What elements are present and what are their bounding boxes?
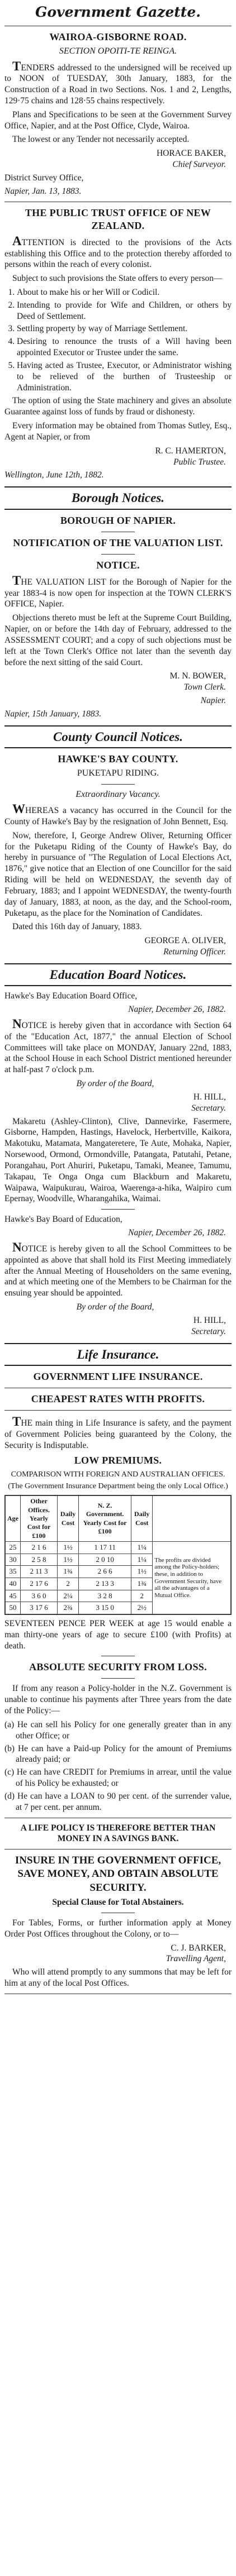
trust-signatory: R. C. HAMERTON,	[155, 446, 226, 456]
table-cell: 2	[58, 1578, 79, 1590]
table-cell: 2¼	[58, 1590, 79, 1602]
education-date-2: Napier, December 26, 1882.	[128, 1228, 226, 1238]
table-cell: 2 6 6	[79, 1566, 131, 1578]
life-signatory: C. J. BARKER,	[171, 1943, 226, 1953]
education-by-order-2: By order of the Board,	[76, 1302, 154, 1312]
table-cell: 35	[6, 1566, 21, 1578]
table-row	[6, 1542, 231, 1554]
borough-place: Napier.	[200, 696, 226, 706]
divider	[101, 1209, 135, 1210]
trust-subject: Subject to such provisions the State offers to every person—	[12, 274, 223, 284]
county-signatory-title: Returning Officer.	[163, 947, 226, 957]
education-notice-1: NOTICE is hereby given that in accordance with Section 64 of the "Education Act, 1877," the annual Election of School Committees will take place on MONDAY, January 22nd, 1883, at the School House in each School District mentioned hereunder at half-past 7 o'clock p.m.	[4, 1016, 232, 1075]
trust-intro: ATTENTION is directed to the provisions of the Acts establishing this Office and to the protection thereby afforded to persons within the reach of every colonist.	[4, 233, 232, 270]
life-body-1: THE main thing in Life Insurance is safety, and the payment of Government Policies being guaranteed by the Colony, the Security is Indisputable.	[4, 1414, 232, 1450]
divider	[101, 554, 135, 555]
table-cell: 3 17 6	[21, 1602, 58, 1614]
education-band: Education Board Notices.	[4, 963, 232, 986]
table-cell: 1½	[131, 1566, 153, 1578]
life-subtitle: CHEAPEST RATES WITH PROFITS.	[31, 1393, 205, 1404]
education-board-line: Hawke's Bay Education Board Office,	[4, 991, 138, 1001]
table-cell: 2½	[131, 1602, 153, 1614]
education-signatory-2-title: Secretary.	[191, 1326, 226, 1336]
life-signatory-title: Travelling Agent,	[166, 1954, 226, 1964]
gazette-signatory-title: Chief Surveyor.	[172, 160, 226, 170]
borough-title: BOROUGH OF NAPIER.	[60, 514, 176, 526]
table-cell: 40	[6, 1578, 21, 1590]
table-cell: 1¼	[131, 1554, 153, 1566]
life-agent-note: Who will attend promptly to any summons that may be left for him at any of the local Post Offices.	[4, 1967, 232, 1989]
education-signatory-1-title: Secretary.	[191, 1103, 226, 1113]
county-dated: Dated this 16th day of January, 1883.	[12, 922, 142, 932]
divider	[101, 784, 135, 785]
table-cell: 3 2 8	[79, 1590, 131, 1602]
table-cell: 2 0 10	[79, 1554, 131, 1566]
table-cell: 2 1 6	[21, 1542, 58, 1554]
table-cell: 2 5 8	[21, 1554, 58, 1566]
life-special: Special Clause for Total Abstainers.	[52, 1898, 184, 1908]
list-item: (c) He can have CREDIT for Premiums in arrear, until the value of his Policy be exhausted; or	[4, 1767, 232, 1789]
life-seventeen: SEVENTEEN PENCE PER WEEK at age 15 would enable a man thirty-one years of age to secure £100 (with Profits) at death.	[4, 1618, 232, 1651]
table-cell: 45	[6, 1590, 21, 1602]
borough-body-1: THE VALUATION LIST for the Borough of Napier for the year 1883-4 is now open for inspection at the TOWN CLERK'S OFFICE, Napier.	[4, 573, 232, 609]
county-signatory: GEORGE A. OLIVER,	[144, 936, 226, 946]
education-signatory-1: H. HILL,	[193, 1092, 226, 1102]
table-cell: 30	[6, 1554, 21, 1566]
table-cell: 1 17 11	[79, 1542, 131, 1554]
trust-date: Wellington, June 12th, 1882.	[4, 470, 104, 480]
list-item: 4. Desiring to renounce the trusts of a Will having been appointed Executor or Trustee under the same.	[17, 336, 232, 359]
borough-date: Napier, 15th January, 1883.	[4, 709, 102, 719]
life-band: Life Insurance.	[4, 1343, 232, 1366]
table-header: Daily Cost	[58, 1496, 79, 1542]
table-header: Daily Cost	[131, 1496, 153, 1542]
list-item: (d) He can have a LOAN to 90 per cent. of the surrender value, at 7 per cent. per annum.	[4, 1791, 232, 1812]
life-comparison: COMPARISON WITH FOREIGN AND AUSTRALIAN OFFICES.	[11, 1470, 225, 1479]
borough-body-2: Objections thereto must be left at the Supreme Court Building, Napier, on or before the 14th day of February, addressed to the ASSESSMENT COURT; and a copy of such objections must be left at the Town Clerk's Office not later than the seventh day before the next sitting of the said Court.	[4, 613, 232, 667]
life-insure: INSURE IN THE GOVERNMENT OFFICE, SAVE MONEY, AND OBTAIN ABSOLUTE SECURITY.	[15, 1855, 221, 1894]
trust-information: Every information may be obtained from Thomas Sutley, Esq., Agent at Napier, or from	[4, 421, 232, 442]
table-header: Other Offices. Yearly Cost for £100	[21, 1496, 58, 1542]
county-vacancy: Extraordinary Vacancy.	[75, 789, 161, 799]
life-policy-line: A LIFE POLICY IS THEREFORE BETTER THAN MONEY IN A SAVINGS BANK.	[20, 1823, 216, 1844]
table-note-header	[153, 1496, 231, 1542]
table-cell: 3 15 0	[79, 1602, 131, 1614]
trust-closing: The option of using the State machinery and gives an absolute Guarantee against loss of funds by fraud or dishonesty.	[4, 396, 232, 417]
education-date-1: Napier, December 26, 1882.	[128, 1005, 226, 1015]
life-if-from: If from any reason a Policy-holder in the N.Z. Government is unable to continue his payments after Three years from the date of the Policy:—	[4, 1684, 232, 1716]
table-cell: 1½	[58, 1554, 79, 1566]
premium-table	[4, 1495, 232, 1615]
table-cell: 2 13 3	[79, 1578, 131, 1590]
table-cell: 2	[131, 1590, 153, 1602]
plans-body: Plans and Specifications to be seen at the Government Survey Office, Napier, and at the Post Office, Clyde, Wairoa.	[4, 109, 232, 131]
borough-notice-label: NOTICE.	[96, 559, 140, 571]
education-signatory-2: H. HILL,	[193, 1315, 226, 1325]
county-body-2: Now, therefore, I, George Andrew Oliver, Returning Officer for the Puketapu Riding of the County of Hawke's Bay, do hereby in pursuance of "The Regulation of Local Elections Act, 1876," give notice that an Election of one Councillor for the said Riding will be held on WEDNESDAY, the seventh day of February, 1883; and I appoint WEDNESDAY, the twenty-fourth day of January, 1883, at noon, as the day, and the School-room, Puketapu, as the place for the Nomination of Candidates.	[4, 830, 232, 918]
trust-signatory-title: Public Trustee.	[173, 457, 226, 467]
table-cell: 1¼	[131, 1542, 153, 1554]
table-header: N. Z. Government. Yearly Cost for £100	[79, 1496, 131, 1542]
lowest-tender: The lowest or any Tender not necessarily accepted.	[12, 135, 190, 145]
county-title: HAWKE'S BAY COUNTY.	[58, 753, 178, 765]
life-tables: For Tables, Forms, or further information apply at Money Order Post Offices throughout the Colony, or to—	[4, 1918, 232, 1939]
life-title: GOVERNMENT LIFE INSURANCE.	[33, 1370, 203, 1382]
divider	[101, 1678, 135, 1679]
education-districts: Makaretu (Ashley-Clinton), Clive, Dannevirke, Fasermere, Gisborne, Hampden, Hastings, Havelock, Herbertville, Kaikora, Makotuku, Matamata, Mangateretere, Te Aute, Mohaka, Napier, Norsewood, Ormond, Ormondville, Patangata, Patutahi, Petane, Porangahau, Port Ahuriri, Puketapu, Tamaki, Meanee, Tamumu, Takapau, Te Onga Onga cum Blackburn and Makaretu, Waipawa, Waipukurau, Wairoa, Waerenga-a-hika, Waipiro cum Epernay, Woodville, Wharangahika, Waimai.	[4, 1116, 232, 1204]
table-cell: 50	[6, 1602, 21, 1614]
county-body-1: WHEREAS a vacancy has occurred in the Council for the County of Hawke's Bay by the resignation of John Bennett, Esq.	[4, 802, 232, 826]
trust-list	[17, 287, 232, 393]
table-header: Age	[6, 1496, 21, 1542]
road-subtitle: SECTION OPOITI-TE REINGA.	[59, 46, 177, 56]
tender-body: TENDERS addressed to the undersigned will be received up to NOON of TUESDAY, 30th January, 1883, for the Construction of a Road in two Sections. Nos. 1 and 2, Lengths, 129·75 chains and 128·55 chains respectively.	[4, 59, 232, 106]
education-board-line-2: Hawke's Bay Board of Education,	[4, 1215, 122, 1225]
table-cell: 1¾	[58, 1566, 79, 1578]
county-band: County Council Notices.	[4, 725, 232, 748]
gazette-date: Napier, Jan. 13, 1883.	[4, 186, 82, 196]
borough-signatory-title: Town Clerk.	[183, 682, 226, 692]
trust-title: THE PUBLIC TRUST OFFICE OF NEW ZEALAND.	[25, 207, 211, 231]
table-cell: 2 11 3	[21, 1566, 58, 1578]
gazette-signatory: HORACE BAKER,	[156, 149, 226, 159]
borough-signatory: M. N. BOWER,	[169, 671, 226, 681]
education-notice-2: NOTICE is hereby given to all the School Committees to be appointed as above that shall hold its First Meeting immediately after the Annual Meeting of Householders on the same evening, and at which meeting one of the Members to be Chairman for the ensuing year should be appointed.	[4, 1240, 232, 1298]
table-cell: 2 17 6	[21, 1578, 58, 1590]
table-cell: 3 6 0	[21, 1590, 58, 1602]
gazette-masthead: Government Gazette.	[35, 4, 201, 20]
list-item: 1. About to make his or her Will or Codicil.	[17, 287, 232, 298]
road-title: WAIROA-GISBORNE ROAD.	[49, 31, 187, 42]
table-cell: 2¾	[58, 1602, 79, 1614]
table-cell: 1¾	[131, 1578, 153, 1590]
table-note: The profits are divided among the Policy-holders; these, in addition to Government Security, have all the advantages of a Mutual Office.	[153, 1542, 231, 1614]
county-subtitle: PUKETAPU RIDING.	[77, 768, 159, 778]
table-cell: 1½	[58, 1542, 79, 1554]
gazette-office: District Survey Office,	[4, 173, 84, 183]
list-item: (b) He can have a Paid-up Policy for the amount of Premiums already paid; or	[4, 1743, 232, 1765]
list-item: 3. Settling property by way of Marriage Settlement.	[17, 323, 232, 334]
list-item: 5. Having acted as Trustee, Executor, or Administrator wishing to be relieved of the burthen of Trusteeship or Administration.	[17, 360, 232, 393]
life-low-premiums: LOW PREMIUMS.	[74, 1455, 162, 1466]
education-by-order: By order of the Board,	[76, 1079, 154, 1089]
borough-band: Borough Notices.	[4, 486, 232, 509]
list-item: (a) He can sell his Policy for one generally greater than in any other Office; or	[4, 1719, 232, 1741]
premium-table-grid	[5, 1495, 231, 1614]
divider	[4, 1410, 232, 1411]
life-comparison-note: (The Government Insurance Department being the only Local Office.)	[8, 1482, 228, 1491]
life-absolute: ABSOLUTE SECURITY FROM LOSS.	[29, 1661, 207, 1673]
table-header-row	[6, 1496, 231, 1542]
list-item: 2. Intending to provide for Wife and Children, or others by Deed of Settlement.	[17, 300, 232, 322]
table-cell: 25	[6, 1542, 21, 1554]
borough-subtitle: NOTIFICATION OF THE VALUATION LIST.	[13, 537, 223, 548]
